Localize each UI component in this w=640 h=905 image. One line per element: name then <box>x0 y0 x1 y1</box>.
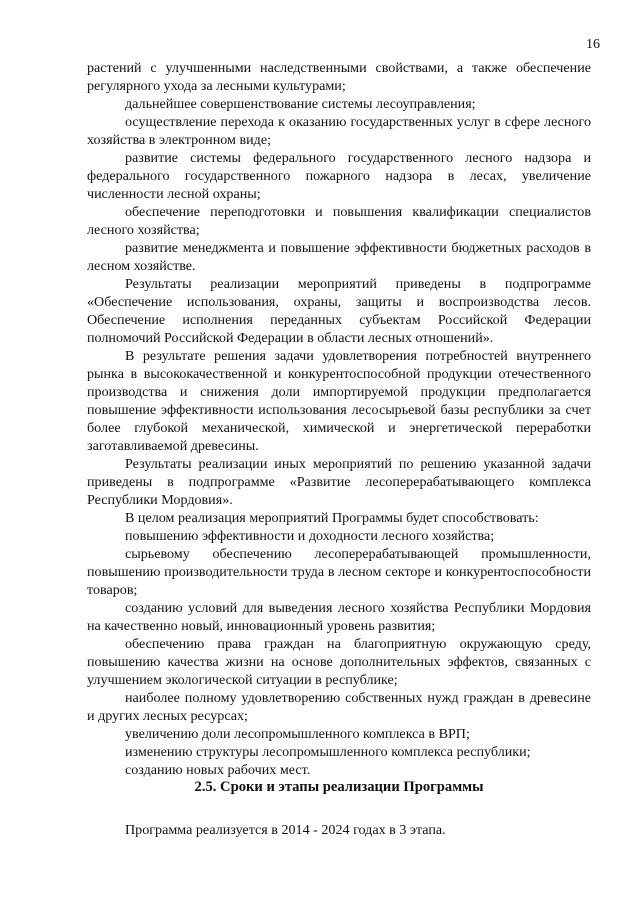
paragraph-17: изменению структуры лесопромышленного комплекса республики; <box>125 744 531 760</box>
paragraph-1: растений с улучшенными наследственными свойствами, а также обеспечение регулярного ухода за лесными культурами; <box>87 60 591 94</box>
paragraph-18: созданию новых рабочих мест. <box>125 762 311 778</box>
paragraph-10: В целом реализация мероприятий Программы будет способствовать: <box>125 510 539 526</box>
paragraph-4: развитие системы федерального государственного лесного надзора и федерального государственного пожарного надзора в лесах, увеличение численности лесной охраны; <box>87 150 591 202</box>
paragraph-9: Результаты реализации иных мероприятий по решению указанной задачи приведены в подпрограмме «Развитие лесоперерабатывающего комплекса Республики Мордовия». <box>87 456 591 508</box>
paragraph-5: обеспечение переподготовки и повышения квалификации специалистов лесного хозяйства; <box>87 204 591 238</box>
page-number: 16 <box>586 37 600 52</box>
paragraph-7: Результаты реализации мероприятий приведены в подпрограмме «Обеспечение использования, охраны, защиты и воспроизводства лесов. Обеспечение исполнения переданных субъектам Российской Федерации полномочий Российской Федерации в области лесных отношений». <box>87 276 591 346</box>
paragraph-15: наиболее полному удовлетворению собственных нужд граждан в древесине и других лесных ресурсах; <box>87 690 591 724</box>
body-text <box>87 59 591 779</box>
paragraph-12: сырьевому обеспечению лесоперерабатывающей промышленности, повышению производительности труда в лесном секторе и конкурентоспособности товаров; <box>87 546 591 598</box>
paragraph-8: В результате решения задачи удовлетворения потребностей внутреннего рынка в высококачественной и конкурентоспособной продукции отечественного производства и снижения доли импортируемой продукции предполагается повышение эффективности использования лесосырьевой базы республики за счет более глубокой механической, химической и энергетической переработки заготавливаемой древесины. <box>87 348 591 454</box>
paragraph-2: дальнейшее совершенствование системы лесоуправления; <box>125 96 476 112</box>
paragraph-6: развитие менеджмента и повышение эффективности бюджетных расходов в лесном хозяйстве. <box>87 240 591 274</box>
paragraph-13: созданию условий для выведения лесного хозяйства Республики Мордовия на качественно новый, инновационный уровень развития; <box>87 600 591 634</box>
paragraph-11: повышению эффективности и доходности лесного хозяйства; <box>125 528 495 544</box>
final-paragraph: Программа реализуется в 2014 - 2024 годах в 3 этапа. <box>125 822 446 838</box>
paragraph-14: обеспечению права граждан на благоприятную окружающую среду, повышению качества жизни на основе дополнительных эффектов, связанных с улучшением экологической ситуации в республике; <box>87 636 591 688</box>
paragraph-3: осуществление перехода к оказанию государственных услуг в сфере лесного хозяйства в электронном виде; <box>87 114 591 148</box>
paragraph-16: увеличению доли лесопромышленного комплекса в ВРП; <box>125 726 470 742</box>
section-heading: 2.5. Сроки и этапы реализации Программы <box>194 779 484 795</box>
